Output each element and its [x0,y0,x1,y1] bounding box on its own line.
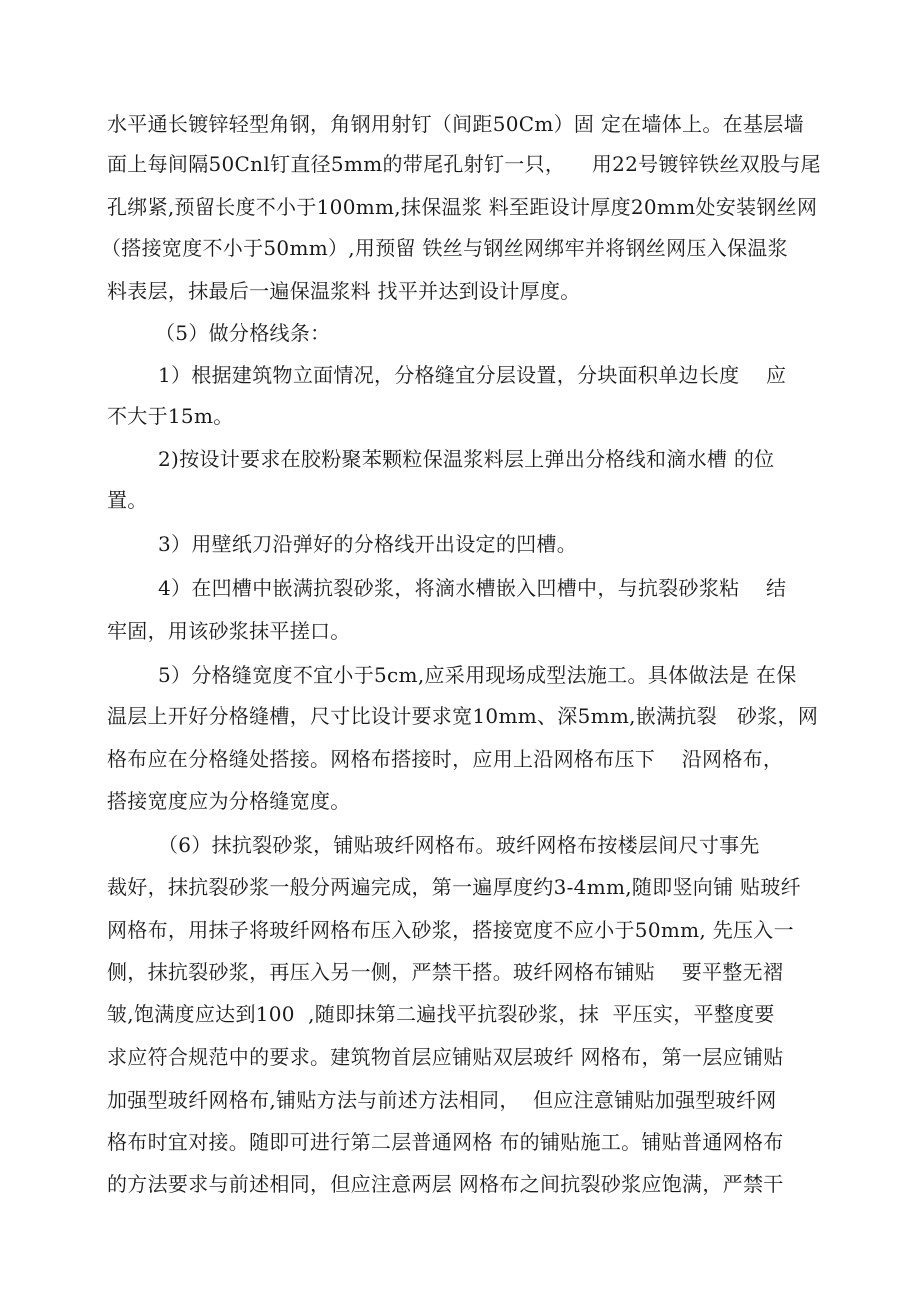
text-line: 侧，抹抗裂砂浆，再压入另一侧，严禁干搭。玻纤网格布铺贴 要平整无褶 [107,960,784,984]
text-line: 不大于15m。 [107,404,234,428]
text-line: 加强型玻纤网格布,铺贴方法与前述方法相同， 但应注意铺贴加强型玻纤网 [107,1088,777,1112]
text-line: 孔绑紧,预留长度不小于100mm,抹保温浆 料至距设计厚度20mm处安装钢丝网 [107,195,818,219]
text-line: 裁好，抹抗裂砂浆一般分两遍完成，第一遍厚度约3-4mm,随即竖向铺 贴玻纤 [107,875,801,899]
text-line: 4）在凹槽中嵌满抗裂砂浆，将滴水槽嵌入凹槽中，与抗裂砂浆粘 结 [158,576,787,600]
text-line: 的方法要求与前述相同，但应注意两层 网格布之间抗裂砂浆应饱满，严禁干 [107,1172,784,1196]
section-heading: （6）抹抗裂砂浆，铺贴玻纤网格布。玻纤网格布按楼层间尺寸事先 [158,833,760,857]
text-line: 5）分格缝宽度不宜小于5cm,应采用现场成型法施工。具体做法是 在保 [158,663,797,687]
text-line: 搭接宽度应为分格缝宽度。 [107,789,351,813]
section-heading: （5）做分格线条： [155,321,331,345]
text-line: 牢固，用该砂浆抹平搓口。 [107,619,351,643]
text-line: 温层上开好分格缝槽，尺寸比设计要求宽10mm、深5mm,嵌满抗裂 砂浆，网 [107,704,819,728]
text-line: 皱,饱满度应达到100 ,随即抹第二遍找平抗裂砂浆，抹 平压实，平整度要 [107,1002,775,1026]
text-line: 置。 [107,488,148,512]
text-line: 1）根据建筑物立面情况，分格缝宜分层设置，分块面积单边长度 应 [158,363,787,387]
text-line: 面上每间隔50Cnl钉直径5mm的带尾孔射钉一只， 用22号镀锌铁丝双股与尾 [107,152,821,176]
text-line: 3）用壁纸刀沿弹好的分格线开出设定的凹槽。 [158,532,578,556]
text-line: （搭接宽度不小于50mm）,用预留 铁丝与钢丝网绑牢并将钢丝网压入保温浆 [101,236,788,260]
text-line: 求应符合规范中的要求。建筑物首层应铺贴双层玻纤 网格布，第一层应铺贴 [107,1045,784,1069]
text-line: 料表层，抹最后一遍保温浆料 找平并达到设计厚度。 [107,279,581,303]
text-line: 格布应在分格缝处搭接。网格布搭接时，应用上沿网格布压下 沿网格布， [107,747,784,771]
text-line: 2)按设计要求在胶粉聚苯颗粒保温浆料层上弹出分格线和滴水槽 的位 [158,447,775,471]
text-line: 水平通长镀锌轻型角钢，角钢用射钉（间距50Cm）固 定在墙体上。在基层墙 [107,112,804,136]
text-line: 网格布，用抹子将玻纤网格布压入砂浆，搭接宽度不应小于50mm, 先压入一 [107,918,794,942]
text-line: 格布时宜对接。随即可进行第二层普通网格 布的铺贴施工。铺贴普通网格布 [107,1130,784,1154]
